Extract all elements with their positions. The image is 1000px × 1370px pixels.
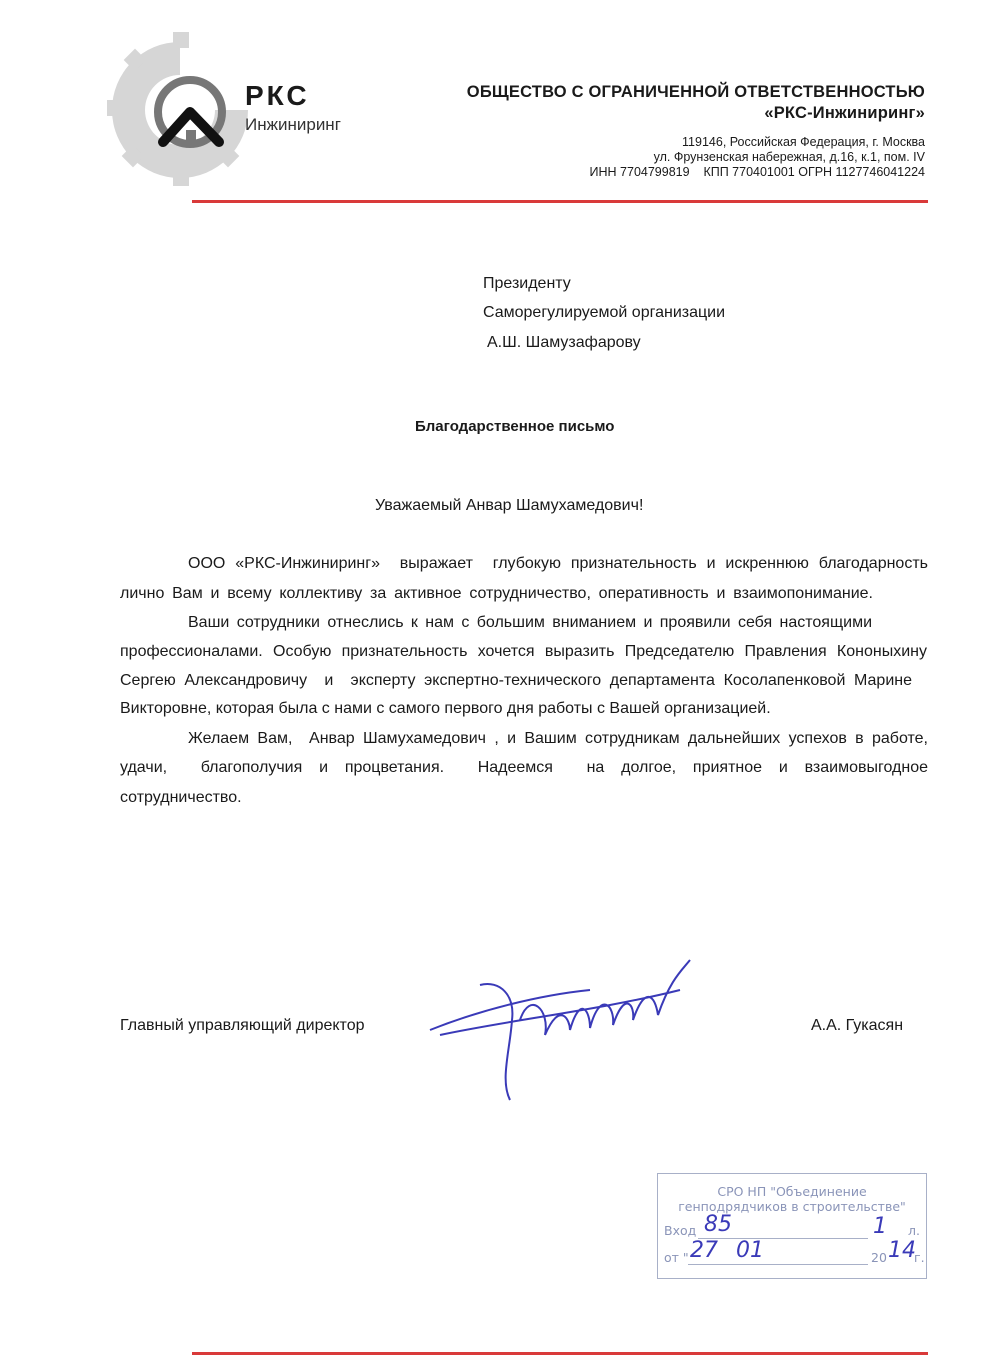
stamp-year-suffix: 14: [888, 1238, 916, 1263]
registration-stamp: [657, 1173, 927, 1279]
letter-title: Благодарственное письмо: [415, 418, 615, 435]
body-line: ООО «РКС-Инжиниринг» выражает глубокую признательность и искреннюю благодарность: [188, 555, 928, 572]
handwritten-signature: [420, 950, 710, 1110]
org-name-line2: «РКС-Инжиниринг»: [764, 104, 925, 122]
address-line1: 119146, Российская Федерация, г. Москва: [682, 135, 925, 149]
stamp-count: 1: [873, 1214, 887, 1239]
stamp-count-suffix: л.: [908, 1223, 920, 1238]
stamp-underline: [698, 1238, 868, 1239]
stamp-in-number: 85: [704, 1212, 732, 1237]
address-line2: ул. Фрунзенская набережная, д.16, к.1, пом. IV: [653, 150, 925, 164]
stamp-year-prefix: 20: [871, 1250, 887, 1265]
org-name-line1: ОБЩЕСТВО С ОГРАНИЧЕННОЙ ОТВЕТСТВЕННОСТЬЮ: [466, 83, 925, 101]
stamp-date-month: 01: [736, 1238, 764, 1263]
body-line: сотрудничество.: [120, 789, 242, 806]
body-line: удачи, благополучия и процветания. Надеемся на долгое, приятное и взаимовыгодное: [120, 759, 928, 776]
logo-brand: РКС: [245, 80, 310, 111]
signer-name: А.А. Гукасян: [811, 1017, 904, 1034]
footer-divider: [192, 1352, 928, 1355]
stamp-line1: СРО НП "Объединение: [717, 1184, 867, 1199]
company-logo: [105, 30, 255, 190]
body-line: профессионалами. Особую признательность хочется выразить Председателю Правления Кононыхину: [120, 643, 927, 660]
recipient-line1: Президенту: [483, 275, 571, 292]
company-ids: ИНН 7704799819 КПП 770401001 ОГРН 1127746041224: [589, 165, 925, 179]
stamp-date-label: от ": [664, 1250, 689, 1265]
recipient-line2: Саморегулируемой организации: [483, 304, 726, 321]
body-line: Сергею Александровичу и эксперту экспертно-технического департамента Косолапенковой Марине: [120, 672, 912, 689]
signer-position: Главный управляющий директор: [120, 1017, 365, 1034]
body-line: Ваши сотрудники отнеслись к нам с большим вниманием и проявили себя настоящими: [188, 614, 872, 631]
body-line: Викторовне, которая была с нами с самого первого дня работы с Вашей организацией.: [120, 700, 771, 717]
stamp-date-day: 27: [690, 1238, 718, 1263]
stamp-line2: генподрядчиков в строительстве": [678, 1199, 906, 1214]
stamp-in-label: Вход: [664, 1223, 697, 1238]
stamp-year-unit: г.: [914, 1250, 925, 1265]
body-line: лично Вам и всему коллективу за активное сотрудничество, оперативность и взаимопонимание.: [120, 585, 873, 602]
greeting: Уважаемый Анвар Шамухамедович!: [375, 497, 644, 514]
logo-subtitle: Инжиниринг: [245, 115, 341, 134]
body-line: Желаем Вам, Анвар Шамухамедович , и Вашим сотрудникам дальнейших успехов в работе,: [188, 730, 928, 747]
recipient-line3: А.Ш. Шамузафарову: [487, 334, 641, 351]
stamp-date-underline: [688, 1264, 868, 1265]
header-divider: [192, 200, 928, 203]
